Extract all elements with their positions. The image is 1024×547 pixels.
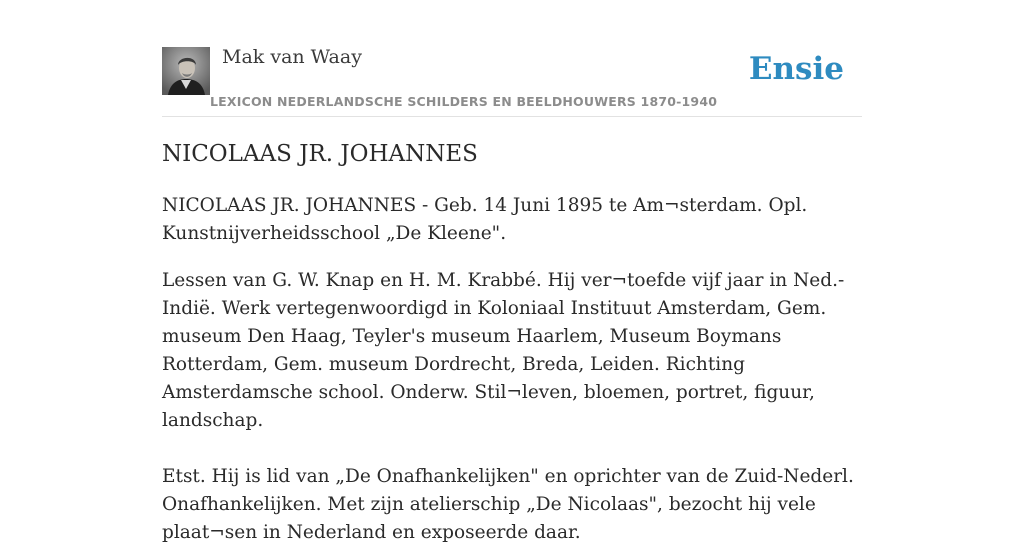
- article-paragraph: Lessen van G. W. Knap en H. M. Krabbé. Hij ver¬toefde vijf jaar in Ned.-Indië. Werk vertegenwoordigd in Koloniaal Instituut Amsterdam, Gem. museum Den Haag, Teyler's museum Haarlem, Museum Boymans Rotterdam, Gem. museum Dordrecht, Breda, Leiden. Richting Amsterdamsche school. Onderw. Stil¬leven, bloemen, portret, figuur, landschap.: [162, 270, 845, 431]
- article-paragraph: NICOLAAS JR. JOHANNES - Geb. 14 Juni 1895 te Am¬sterdam. Opl. Kunstnijverheidsschool „De Kleene".: [162, 195, 808, 244]
- page-title: NICOLAAS JR. JOHANNES: [162, 141, 478, 167]
- author-avatar[interactable]: [162, 47, 210, 95]
- brand-logo[interactable]: Ensie: [748, 51, 844, 87]
- article: [162, 138, 862, 547]
- source-title[interactable]: LEXICON NEDERLANDSCHE SCHILDERS EN BEELDHOUWERS 1870-1940: [210, 94, 718, 109]
- article-paragraph: Etst. Hij is lid van „De Onafhankelijken" en oprichter van de Zuid-Nederl. Onafhankelijken. Met zijn atelierschip „De Nicolaas", bezocht hij vele plaat¬sen in Nederland en exposeerde daar.: [162, 466, 854, 543]
- author-name[interactable]: Mak van Waay: [222, 46, 362, 68]
- portrait-icon: [162, 47, 210, 95]
- header: [162, 46, 862, 117]
